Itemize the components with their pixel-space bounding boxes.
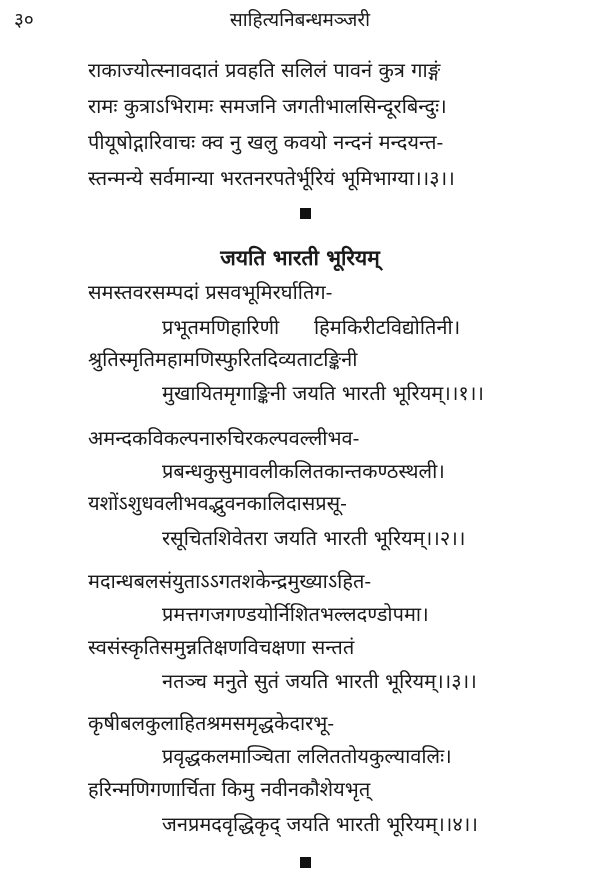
stanza4-line-4: जनप्रमदवृद्धिकृद् जयति भारती भूरियम्।।४।। [162,812,478,836]
poem1-line-1: राकाज्योत्स्नावदातं प्रवहति सलिलं पावनं कुत्र गाङ्गं [88,58,441,82]
stanza3-line-4: नतञ्च मनुते सुतं जयति भारती भूरियम्।।३।। [162,669,477,693]
end-separator-square [300,857,311,868]
stanza2-line-2: प्रबन्धकुसुमावलीकलितकान्तकण्ठस्थली। [162,459,445,483]
section-separator-square [300,208,311,219]
stanza1-line-2a: प्रभूतमणिहारिणी [162,315,280,339]
stanza4-line-3: हरिन्मणिगणार्चिता किमु नवीनकौशेयभृत् [88,777,371,801]
page-number: ३० [14,9,34,31]
stanza4-line-1: कृषीबलकुलाहितश्रमसमृद्धकेदारभू- [88,711,335,735]
stanza1-line-1: समस्तवरसम्पदां प्रसवभूमिरर्घातिग- [88,280,333,304]
poem1-line-2: रामः कुत्राऽभिरामः समजनि जगतीभालसिन्दूरबिन्दुः। [88,94,447,118]
stanza3-line-1: मदान्धबलसंयुताऽऽगतशकेन्द्रमुख्याऽहित- [88,569,372,593]
stanza2-line-1: अमन्दकविकल्पनारुचिरकल्पवल्लीभव- [88,426,360,450]
poem1-line-3: पीयूषोद्गारिवाचः क्व नु खलु कवयो नन्दनं मन्दयन्त- [88,130,444,154]
poem1-line-4: स्तन्मन्ये सर्वमान्या भरतनरपतेर्भूरियं भूमिभाग्या।।३।। [88,166,455,190]
poem-title: जयति भारती भूरियम् [220,245,380,270]
stanza4-line-2: प्रवृद्धकलमाञ्चिता ललिततोयकुल्यावलिः। [162,744,452,768]
stanza3-line-2: प्रमत्तगजगण्डयोर्निशितभल्लदण्डोपमा। [162,602,429,626]
stanza3-line-3: स्वसंस्कृतिसमुन्नतिक्षणविचक्षणा सन्ततं [88,635,355,659]
stanza2-line-3: यशोंऽशुधवलीभवद्भुवनकालिदासप्रसू- [88,491,347,515]
stanza1-line-2b: हिमकिरीटविद्योतिनी। [314,315,461,339]
stanza2-line-4: रसूचितशिवेतरा जयति भारती भूरियम्।।२।। [162,526,466,550]
stanza1-line-3: श्रुतिस्मृतिमहामणिस्फुरितदिव्यताटङ्किनी [88,347,358,371]
running-header-title: साहित्यनिबन्धमञ्जरी [229,9,371,31]
stanza1-line-4: मुखायितमृगाङ्किनी जयति भारती भूरियम्।।१।। [162,381,484,405]
